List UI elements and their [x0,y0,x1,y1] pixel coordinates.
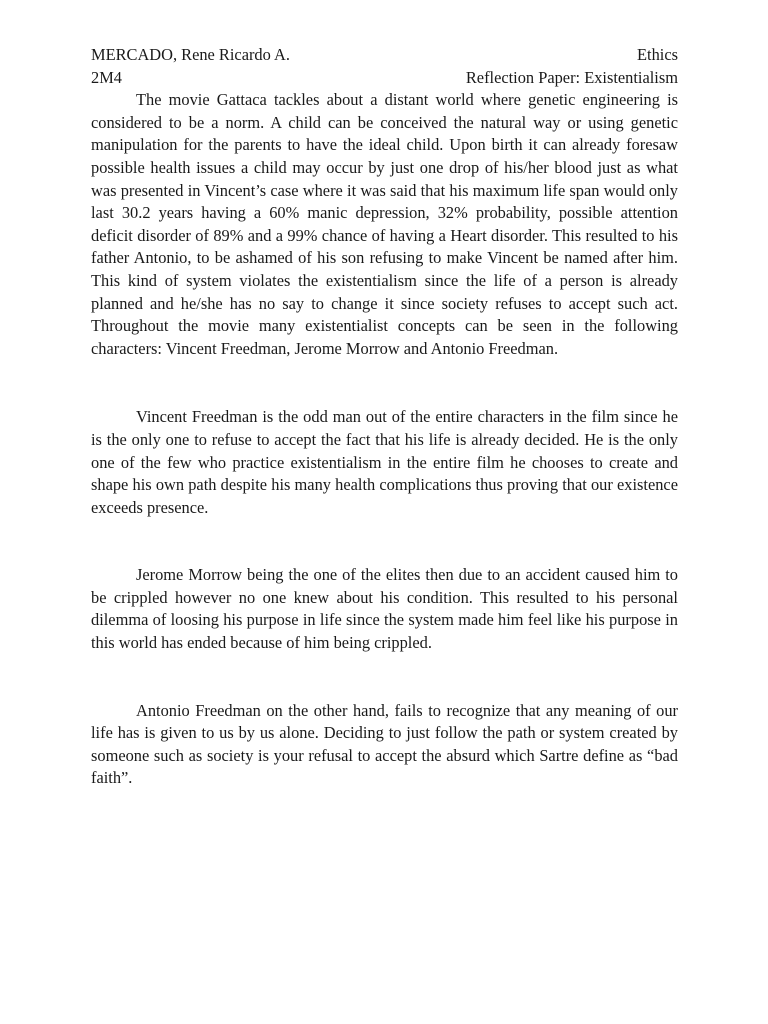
paragraph-vincent: Vincent Freedman is the odd man out of the entire characters in the film since he is the only one to refuse to accept the fact that his life is already decided. He is the only one of the few who practice existentialism in the entire film he chooses to create and shape his own path despite his many health complications thus proving that our existence exceeds presence. [91,407,678,517]
header-row-2 [91,67,678,90]
paper-label: Reflection Paper: [465,67,581,87]
paper-title [466,67,678,90]
paper-topic: Existentialism [580,67,678,87]
paragraph-jerome: Jerome Morrow being the one of the elites then due to an accident caused him to be crippled however no one knew about his condition. This resulted to his personal dilemma of loosing his purpose in life since the system made him feel like his purpose in this world has ended because of him being crippled. [91,565,678,653]
paragraph-intro: The movie Gattaca tackles about a distant world where genetic engineering is considered to be a norm. A child can be conceived the natural way or using genetic manipulation for the parents to have the ideal child. Upon birth it can already foresaw possible health issues a child may occur by just one drop of his/her blood just as what was presented in Vincent’s case where it was said that his maximum life span would only last 30.2 years having a 60% manic depression, 32% probability, possible attention deficit disorder of 89% and a 99% chance of having a Heart disorder. This resulted to his father Antonio, to be ashamed of his son refusing to make Vincent be named after him. This kind of system violates the existentialism since the life of a person is already planned and he/she has no say to change it since society refuses to accept such act. Throughout the movie many existentialist concepts can be seen in the following characters: Vincent Freedman, Jerome Morrow and Antonio Freedman. [91,90,678,358]
author-name: MERCADO, Rene Ricardo A. [91,45,290,64]
paragraph-antonio: Antonio Freedman on the other hand, fails to recognize that any meaning of our life has is given to us by us alone. Deciding to just follow the path or system created by someone such as society is your refusal to accept the absurd which Sartre define as “bad faith”. [91,700,678,788]
subject-name: Ethics [637,45,678,64]
class-section: 2M4 [91,67,122,87]
header-row-1 [91,44,678,67]
document-page [91,44,678,790]
